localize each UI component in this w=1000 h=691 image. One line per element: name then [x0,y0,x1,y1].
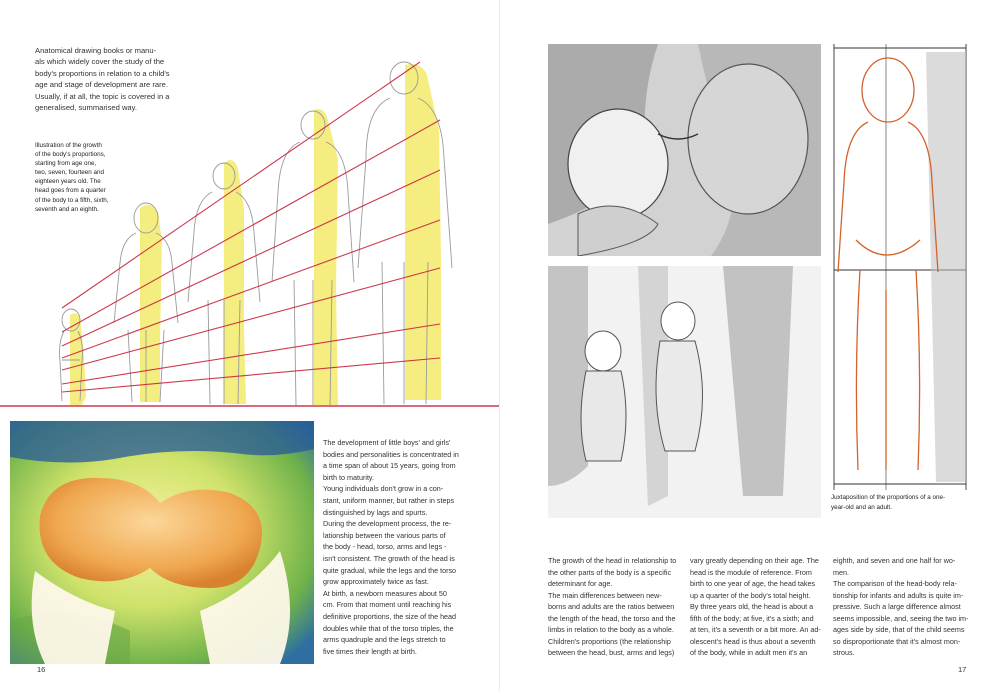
proportion-sketch-caption [831,493,961,512]
body-line: vary greatly depending on their age. The [690,556,819,565]
caption-line: Illustration of the growth [35,142,102,149]
body-line: head is the module of reference. From [690,567,812,577]
body-line: Young individuals don't grow in a con- [323,484,444,494]
page-number-left: 16 [37,665,46,674]
body-line: determinant for age. [548,579,613,588]
body-line: seems impossible, and, seeing the two im- [833,613,969,623]
caption-line: starting from age one, [35,160,97,168]
body-line: bodies and personalities is concentrated in [323,449,459,459]
page-number-right: 17 [958,665,967,674]
intro-line: age and stage of development are rare. [35,80,168,90]
body-line: By three years old, the head is about a [690,602,814,611]
watercolor-baby-in-hands [10,421,314,664]
body-line: at ten, it's a seventh or a bit more. An ad- [690,625,821,634]
pencil-sketch-toddlers-walking [548,266,821,518]
body-line: isn't consistent. The growth of the head is [323,553,455,563]
body-line: strous. [833,648,855,657]
body-line: the length of the head, the torso and the [548,613,676,623]
right-text-column-3 [833,555,968,659]
body-line: the body - head, torso, arms and legs - [323,542,447,552]
caption-line: of the body's proportions, [35,151,106,159]
body-line: five times their length at birth. [323,646,417,656]
proportion-juxtaposition-sketch [826,40,972,520]
left-body-text [323,437,461,657]
body-line: The development of little boys' and girls' [323,438,451,447]
intro-line: Anatomical drawing books or manu- [35,46,157,55]
body-line: definitive proportions, the size of the head [323,611,457,621]
intro-line: body's proportions in relation to a child's [35,68,170,78]
right-text-column-2 [690,555,825,659]
body-line: cm. From that moment until reaching his [323,600,452,610]
caption-line: seventh and an eighth. [35,205,99,213]
body-line: stant, uniform manner, but rather in steps [323,495,455,505]
body-line: The comparison of the head-body rela- [833,579,957,588]
yellow-highlights [70,64,441,405]
charcoal-sketch-father-and-baby [548,44,821,256]
caption-line: of the body to a fifth, sixth, [35,196,109,204]
body-line: birth to maturity. [323,472,374,482]
body-line: ages side by side, that of the child seems [833,625,965,634]
body-line: limbs in relation to the body as a whole. [548,625,674,634]
body-line: tionship for infants and adults is quite im- [833,590,964,600]
body-line: borns and adults are the ratios between [548,602,675,611]
growth-proportions-illustration [0,40,500,420]
body-line: fifth of the body; at five, it's a sixth; and [690,613,814,623]
body-line: the other parts of the body is a specific [548,567,672,577]
body-line: distinguished by lags and spurts. [323,507,428,517]
growth-illustration-caption [35,141,127,214]
body-line: arms quadruple and the legs stretch to [323,635,446,645]
body-line: During the development process, the re- [323,519,452,529]
body-line: pressive. Such a large difference almost [833,602,961,611]
caption-line: Juxtaposition of the proportions of a one- [831,494,946,501]
body-line: olescent's head is thus about a seventh [690,636,816,646]
caption-line: eighteen years old. The [35,178,101,186]
body-line: lationship between the various parts of [323,530,446,540]
caption-line: head goes from a quarter [35,187,106,195]
body-line: The main differences between new- [548,590,662,600]
body-line: grow approximately twice as fast. [323,577,429,587]
caption-line: two, seven, fourteen and [35,169,104,177]
body-line: quite gradual, while the legs and the torso [323,565,457,575]
caption-line: year-old and an adult. [831,503,892,511]
body-line: so disproportionate that it's almost mon- [833,636,961,646]
body-line: eighth, and seven and one half for wo- [833,556,956,565]
intro-line: als which widely cover the study of the [35,57,165,67]
right-text-column-1 [548,555,683,659]
body-line: a time span of about 15 years, going from [323,461,456,471]
body-line: men. [833,567,849,577]
body-line: doubles while that of the torso triples, the [323,623,454,633]
intro-line: Usually, if at all, the topic is covered in a [35,91,170,101]
body-line: of the body, while in adult men it's an [690,648,808,657]
body-line: Children's proportions (the relationship [548,636,671,646]
body-line: The growth of the head in relationship to [548,556,677,565]
body-line: At birth, a newborn measures about 50 [323,588,447,598]
body-line: birth to one year of age, the head takes [690,579,816,588]
intro-line: generalised, summarised way. [35,103,137,113]
body-line: between the head, bust, arms and legs) [548,648,675,657]
body-line: up a quarter of the body's total height. [690,590,811,600]
